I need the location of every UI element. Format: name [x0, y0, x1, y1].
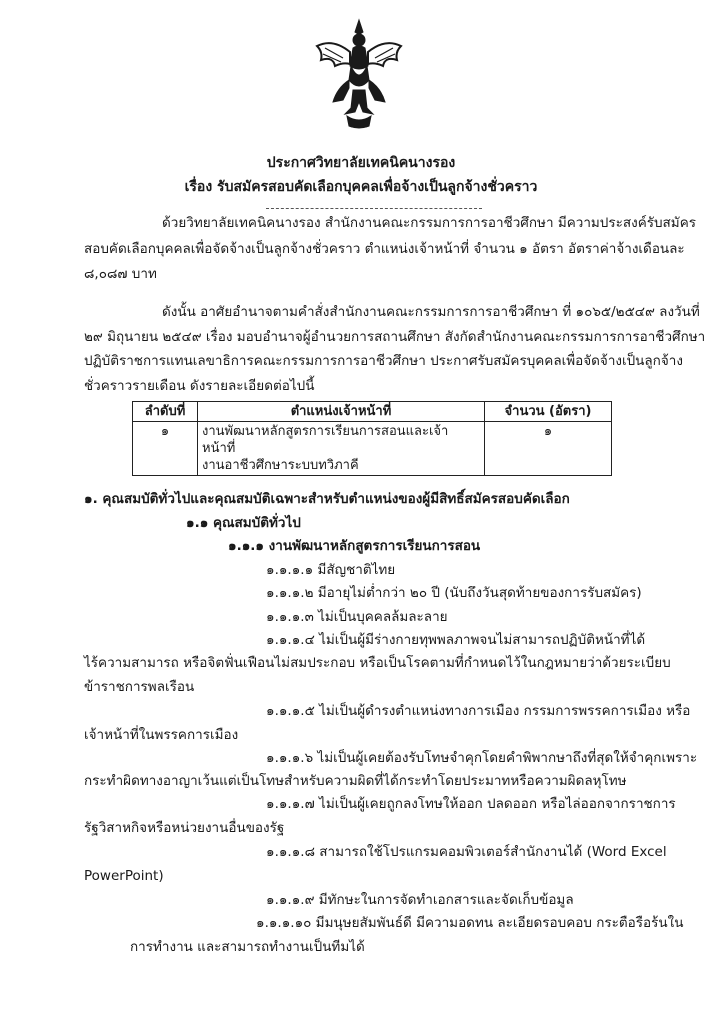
table-row	[133, 422, 612, 476]
qualification-4-line1: ๑.๑.๑.๔ ไม่เป็นผู้มีร่างกายทุพพลภาพจนไม่สามารถปฏิบัติหน้าที่ได้	[266, 632, 646, 648]
intro-p2-line3: ปฏิบัติราชการแทนเลขาธิการคณะกรรมการการอาชีวศึกษา ประกาศรับสมัครบุคคลเพื่อจัดจ้างเป็นลูกจ้าง	[84, 353, 683, 369]
qualification-5-line2: เจ้าหน้าที่ในพรรคการเมือง	[84, 727, 239, 743]
intro-p1-line1: ด้วยวิทยาลัยเทคนิคนางรอง สำนักงานคณะกรรมการการอาชีวศึกษา มีความประสงค์รับสมัคร	[162, 215, 696, 231]
section1-sub1: ๑.๑ คุณสมบัติทั่วไป	[186, 515, 301, 531]
intro-p2-line2: ๒๙ มิถุนายน ๒๕๔๙ เรื่อง มอบอำนาจผู้อำนวยการสถานศึกษา สังกัดสำนักงานคณะกรรมการการอาชีวศึกษา	[84, 329, 706, 345]
intro-p1-line3: ๘,๐๘๗ บาท	[84, 266, 157, 282]
qualification-8-line2: PowerPoint)	[84, 868, 164, 884]
section1-sub11: ๑.๑.๑ งานพัฒนาหลักสูตรการเรียนการสอน	[228, 538, 481, 554]
qualification-3: ๑.๑.๑.๓ ไม่เป็นบุคคลล้มละลาย	[266, 609, 448, 625]
qualification-6-line1: ๑.๑.๑.๖ ไม่เป็นผู้เคยต้องรับโทษจำคุกโดยคำพิพากษาถึงที่สุดให้จำคุกเพราะ	[266, 750, 698, 766]
section1-heading: ๑. คุณสมบัติทั่วไปและคุณสมบัติเฉพาะสำหรับตำแหน่งของผู้มีสิทธิ์สมัครสอบคัดเลือก	[84, 491, 570, 507]
qualification-10-line2: การทำงาน และสามารถทำงานเป็นทีมได้	[130, 939, 365, 955]
announcement-title: ประกาศวิทยาลัยเทคนิคนางรอง	[266, 155, 456, 171]
qualification-4-line2: ไร้ความสามารถ หรือจิตฟั่นเฟือนไม่สมประกอบ หรือเป็นโรคตามที่กำหนดไว้ในกฎหมายว่าด้วยระเบียบ	[84, 655, 671, 671]
qualification-5-line1: ๑.๑.๑.๕ ไม่เป็นผู้ดำรงตำแหน่งทางการเมือง กรรมการพรรคการเมือง หรือ	[266, 703, 691, 719]
qualification-2: ๑.๑.๑.๒ มีอายุไม่ต่ำกว่า ๒๐ ปี (นับถึงวันสุดท้ายของการรับสมัคร)	[266, 585, 642, 601]
qualification-1: ๑.๑.๑.๑ มีสัญชาติไทย	[266, 562, 396, 578]
qualification-6-line2: กระทำผิดทางอาญาเว้นแต่เป็นโทษสำหรับความผิดที่ได้กระทำโดยประมาทหรือความผิดลหุโทษ	[84, 773, 627, 789]
qualification-7-line1: ๑.๑.๑.๗ ไม่เป็นผู้เคยถูกลงโทษให้ออก ปลดออก หรือไล่ออกจากราชการ	[266, 796, 676, 812]
header-count: จำนวน (อัตรา)	[485, 402, 612, 422]
qualification-9: ๑.๑.๑.๙ มีทักษะในการจัดทำเอกสารและจัดเก็บข้อมูล	[266, 892, 574, 908]
cell-position	[198, 422, 485, 476]
qualification-10-line1: ๑.๑.๑.๑๐ มีมนุษยสัมพันธ์ดี มีความอดทน ละเอียดรอบคอบ กระตือรือร้นใน	[256, 915, 684, 931]
cell-position-line1: งานพัฒนาหลักสูตรการเรียนการสอนและเจ้าหน้าที่	[202, 424, 449, 456]
garuda-emblem-icon	[313, 18, 405, 130]
header-order: ลำดับที่	[133, 402, 198, 422]
intro-p1-line2: สอบคัดเลือกบุคคลเพื่อจัดจ้างเป็นลูกจ้างชั่วคราว ตำแหน่งเจ้าหน้าที่ จำนวน ๑ อัตรา อัตราค่าจ้างเดือนละ	[84, 241, 685, 257]
cell-count: ๑	[485, 422, 612, 476]
intro-p2-line1: ดังนั้น อาศัยอำนาจตามคำสั่งสำนักงานคณะกรรมการการอาชีวศึกษา ที่ ๑๐๖๕/๒๕๔๙ ลงวันที่	[162, 304, 700, 320]
qualification-8-line1: ๑.๑.๑.๘ สามารถใช้โปรแกรมคอมพิวเตอร์สำนักงานได้ (Word Excel	[266, 844, 667, 860]
announcement-subject: เรื่อง รับสมัครสอบคัดเลือกบุคคลเพื่อจ้างเป็นลูกจ้างชั่วคราว	[184, 179, 538, 195]
intro-p2-line4: ชั่วคราวรายเดือน ดังรายละเอียดต่อไปนี้	[84, 378, 315, 394]
cell-order: ๑	[133, 422, 198, 476]
qualification-7-line2: รัฐวิสาหกิจหรือหน่วยงานอื่นของรัฐ	[84, 820, 285, 836]
table-header-row	[133, 402, 612, 422]
position-table	[132, 401, 612, 476]
title-separator	[266, 208, 482, 209]
cell-position-line2: งานอาชีวศึกษาระบบทวิภาคี	[202, 458, 359, 473]
header-position: ตำแหน่งเจ้าหน้าที่	[198, 402, 485, 422]
qualification-4-line3: ข้าราชการพลเรือน	[84, 679, 195, 695]
